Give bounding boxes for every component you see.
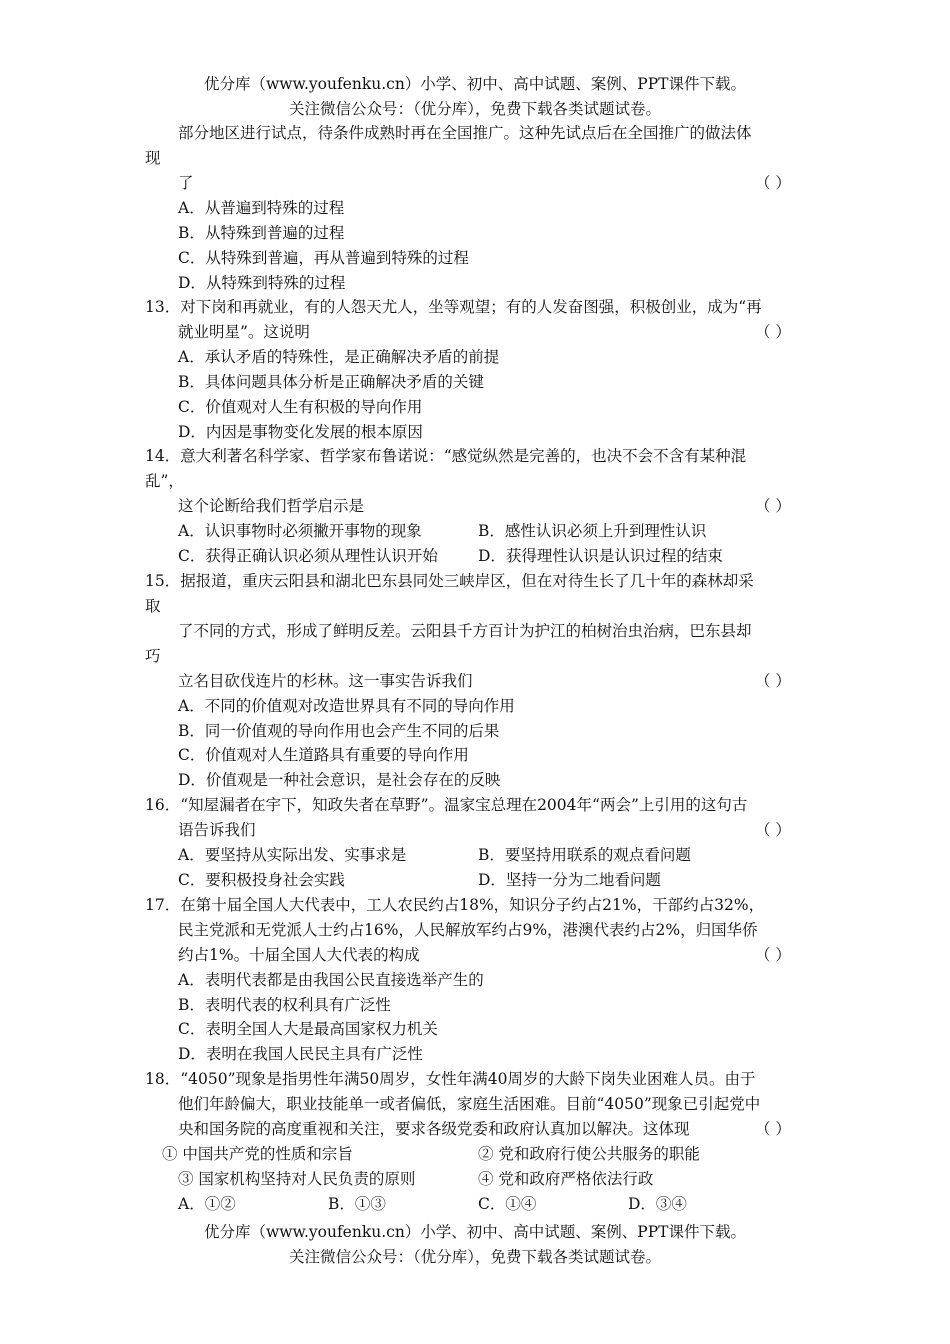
header-line-1: 优分库（www.youfenku.cn）小学、初中、高中试题、案例、PPT课件下载。 (203, 75, 747, 93)
question-18-option-d: D．③④ (628, 1195, 687, 1213)
question-18-stem-3: 央和国务院的高度重视和关注，要求各级党委和政府认真加以解决。这体现 (178, 1120, 690, 1138)
question-12-option-a: A．从普遍到特殊的过程 (178, 199, 345, 217)
answer-paren-12: （ ） (755, 174, 791, 192)
footer-line-2: 关注微信公众号：（优分库），免费下载各类试题试卷。 (288, 1248, 661, 1266)
question-15-option-d: D．价值观是一种社会意识，是社会存在的反映 (178, 771, 501, 789)
question-16-stem-2: 语告诉我们 (178, 821, 256, 839)
question-16-stem-1: 16．“知屋漏者在宇下，知政失者在草野”。温家宝总理在2004年“两会”上引用的这句古 (145, 796, 748, 814)
question-17-option-a: A．表明代表都是由我国公民直接选举产生的 (178, 971, 484, 989)
answer-paren-17: （ ） (755, 946, 791, 964)
question-16-option-b: B．要坚持用联系的观点看问题 (478, 846, 691, 864)
question-18-option-b: B．①③ (328, 1195, 386, 1213)
question-15-stem-4: 巧 (145, 647, 161, 665)
question-18-option-c: C．①④ (478, 1195, 537, 1213)
question-15-stem-3: 了不同的方式，形成了鲜明反差。云阳县千方百计为护江的柏树治虫治病，巴东县却 (178, 622, 752, 640)
answer-paren-16: （ ） (755, 821, 791, 839)
question-12-stem-2: 现 (145, 149, 161, 167)
question-14-option-c: C．获得正确认识必须从理性认识开始 (178, 547, 438, 565)
question-15-stem-5: 立名目砍伐连片的杉林。这一事实告诉我们 (178, 672, 473, 690)
question-14-stem-2: 乱”， (145, 472, 184, 490)
question-17-stem-2: 民主党派和无党派人士约占16%，人民解放军约占9%，港澳代表约占2%，归国华侨 (178, 921, 758, 939)
question-16-option-c: C．要积极投身社会实践 (178, 871, 345, 889)
question-13-option-b: B．具体问题具体分析是正确解决矛盾的关键 (178, 373, 484, 391)
question-17-option-c: C．表明全国人大是最高国家权力机关 (178, 1020, 438, 1038)
answer-paren-14: （ ） (755, 497, 791, 515)
question-17-option-d: D．表明在我国人民民主具有广泛性 (178, 1045, 423, 1063)
question-15-option-a: A．不同的价值观对改造世界具有不同的导向作用 (178, 697, 515, 715)
question-12-option-b: B．从特殊到普遍的过程 (178, 224, 345, 242)
question-13-option-d: D．内因是事物变化发展的根本原因 (178, 423, 423, 441)
question-13-option-c: C．价值观对人生有积极的导向作用 (178, 398, 423, 416)
question-15-option-b: B．同一价值观的导向作用也会产生不同的后果 (178, 722, 500, 740)
question-15-option-c: C．价值观对人生道路具有重要的导向作用 (178, 746, 469, 764)
question-17-stem-1: 17．在第十届全国人大代表中，工人农民约占18%，知识分子约占21%，干部约占32%， (145, 896, 765, 914)
question-13-option-a: A．承认矛盾的特殊性，是正确解决矛盾的前提 (178, 348, 500, 366)
question-14-stem-1: 14．意大利著名科学家、哲学家布鲁诺说：“感觉纵然是完善的，也决不会不含有某种混 (145, 447, 747, 465)
header-line-2: 关注微信公众号：（优分库），免费下载各类试题试卷。 (288, 100, 661, 118)
question-18-statement-2: ② 党和政府行使公共服务的职能 (478, 1145, 700, 1163)
answer-paren-15: （ ） (755, 672, 791, 690)
question-18-stem-1: 18．“4050”现象是指男性年满50周岁，女性年满40周岁的大龄下岗失业困难人员。由于 (145, 1070, 756, 1088)
question-18-option-a: A．①② (178, 1195, 236, 1213)
question-16-option-d: D．坚持一分为二地看问题 (478, 871, 661, 889)
question-12-stem-1: 部分地区进行试点，待条件成熟时再在全国推广。这种先试点后在全国推广的做法体 (178, 124, 752, 142)
question-18-stem-2: 他们年龄偏大，职业技能单一或者偏低，家庭生活困难。目前“4050”现象已引起党中 (178, 1095, 761, 1113)
question-17-stem-3: 约占1%。十届全国人大代表的构成 (178, 946, 420, 964)
question-15-stem-1: 15．据报道，重庆云阳县和湖北巴东县同处三峡岸区，但在对待生长了几十年的森林却采 (145, 572, 754, 590)
question-12-option-d: D．从特殊到特殊的过程 (178, 274, 346, 292)
question-13-stem-1: 13．对下岗和再就业，有的人怨天尤人，坐等观望；有的人发奋图强，积极创业，成为“再 (145, 298, 762, 316)
answer-paren-18: （ ） (755, 1120, 791, 1138)
question-17-option-b: B．表明代表的权利具有广泛性 (178, 996, 391, 1014)
question-16-option-a: A．要坚持从实际出发、实事求是 (178, 846, 407, 864)
question-14-option-b: B．感性认识必须上升到理性认识 (478, 522, 707, 540)
question-12-stem-3: 了 (178, 174, 194, 192)
question-14-stem-3: 这个论断给我们哲学启示是 (178, 497, 365, 515)
question-18-statement-3: ③ 国家机构坚持对人民负责的原则 (178, 1170, 416, 1188)
question-13-stem-2: 就业明星”。这说明 (178, 323, 310, 341)
question-12-option-c: C．从特殊到普遍，再从普遍到特殊的过程 (178, 249, 469, 267)
question-14-option-a: A．认识事物时必须撇开事物的现象 (178, 522, 422, 540)
question-14-option-d: D．获得理性认识是认识过程的结束 (478, 547, 723, 565)
question-15-stem-2: 取 (145, 597, 161, 615)
question-18-statement-4: ④ 党和政府严格依法行政 (478, 1170, 654, 1188)
question-18-statement-1: ① 中国共产党的性质和宗旨 (162, 1145, 353, 1163)
answer-paren-13: （ ） (755, 323, 791, 341)
footer-line-1: 优分库（www.youfenku.cn）小学、初中、高中试题、案例、PPT课件下载。 (203, 1223, 747, 1241)
